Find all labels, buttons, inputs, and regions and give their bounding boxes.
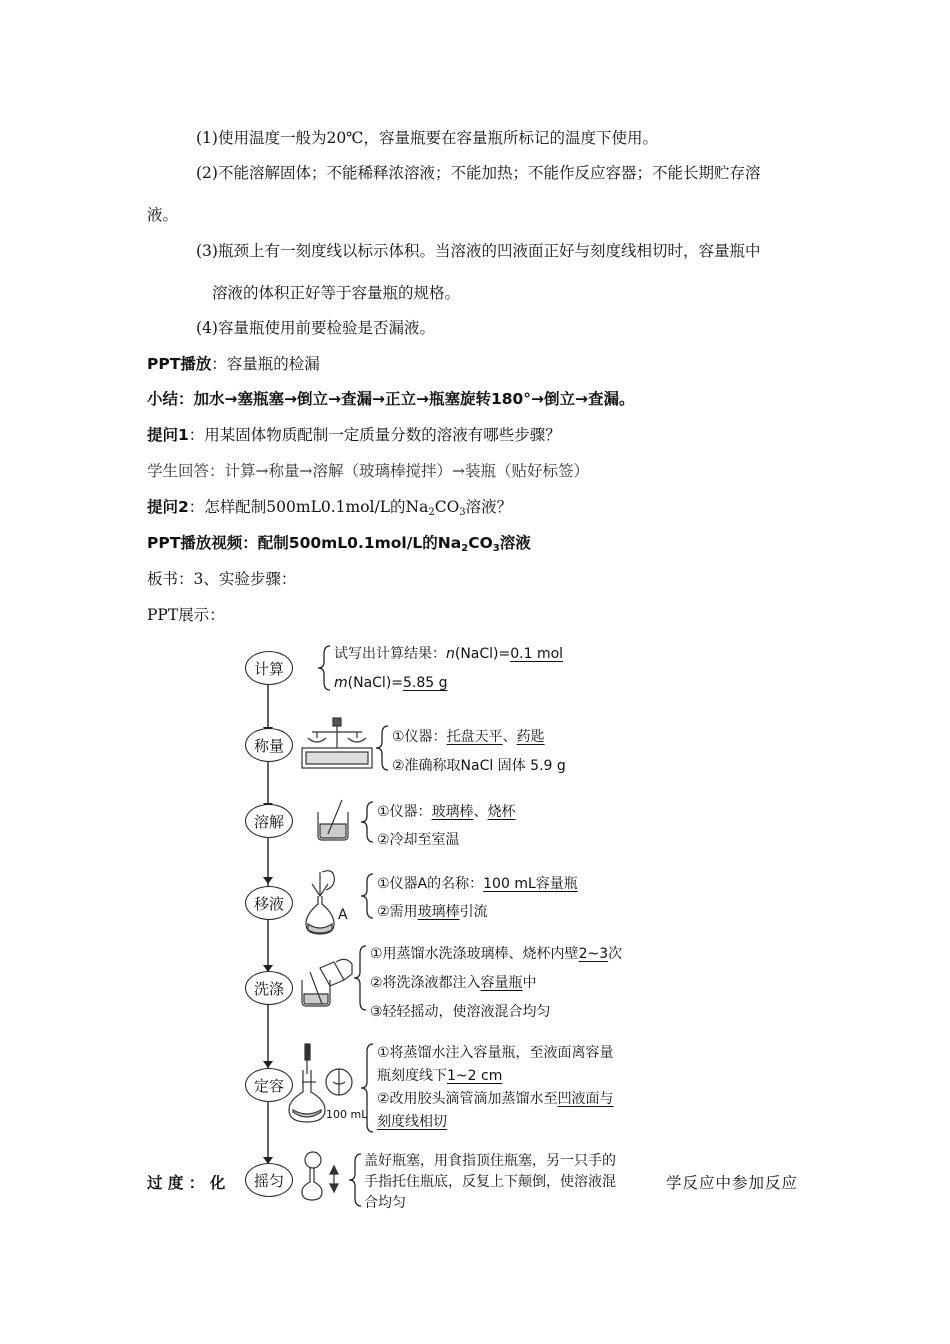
volume-line-4: 刻度线相切	[377, 1114, 447, 1130]
question-2-label: 提问2	[147, 498, 189, 516]
volume-label-100ml: 100 mL	[326, 1108, 368, 1121]
paragraph-3-line-1: (3)瓶颈上有一刻度线以标示体积。当溶液的凹液面正好与刻度线相切时，容量瓶中	[196, 242, 761, 260]
weigh-line-1: ①仪器：托盘天平、药匙	[392, 729, 545, 745]
shaking-flask-icon	[302, 1152, 338, 1200]
step-oval-calculate: 计算	[245, 651, 293, 685]
dissolve-line-2: ②冷却至室温	[377, 832, 460, 848]
shake-line-3: 合均匀	[364, 1195, 406, 1211]
question-1-text: ：用某固体物质配制一定质量分数的溶液有哪些步骤？	[188, 426, 561, 444]
board-writing-line: 板书：3、实验步骤：	[147, 570, 297, 588]
ppt-play-text: ：容量瓶的检漏	[211, 355, 320, 373]
wash-line-1: ①用蒸馏水洗涤玻璃棒、烧杯内壁2~3次	[370, 946, 623, 962]
summary-line: 小结：加水→塞瓶塞→倒立→查漏→正立→瓶塞旋转180°→倒立→查漏。	[147, 390, 635, 408]
transition-right: 学反应中参加反应	[666, 1174, 799, 1192]
paragraph-2-line-2: 液。	[147, 206, 179, 224]
ppt-play-label: PPT播放	[147, 355, 212, 373]
question-2-text: ：怎样配制500mL0.1mol/L的$Na_2CO_3$溶液？	[188, 498, 513, 518]
volume-line-3: ②改用胶头滴管滴加蒸馏水至凹液面与	[377, 1091, 614, 1107]
shake-line-2: 手指托住瓶底，反复上下颠倒，使溶液混	[364, 1174, 616, 1190]
paragraph-3-line-2: 溶液的体积正好等于容量瓶的规格。	[212, 284, 461, 302]
ppt-video-line: PPT播放视频：配制500mL0.1mol/L的$Na_2CO_3$溶液	[147, 534, 531, 554]
question-1-label: 提问1	[147, 426, 189, 444]
weigh-line-2: ②准确称取NaCl 固体 5.9 g	[392, 758, 566, 774]
transition-left: 过 度 ： 化	[147, 1174, 226, 1192]
volumetric-flask-icon	[306, 871, 334, 934]
step-oval-dissolve: 溶解	[245, 804, 293, 838]
step-oval-volume: 定容	[245, 1068, 293, 1102]
step-oval-transfer: 移液	[245, 886, 293, 920]
transfer-label-a: A	[338, 907, 348, 923]
dissolve-line-1: ①仪器：玻璃棒、烧杯	[377, 804, 516, 820]
volume-line-2: 瓶刻度线下1~2 cm	[377, 1068, 503, 1084]
calc-line-2: m(NaCl)=5.85 g	[334, 675, 448, 691]
wash-line-2: ②将洗涤液都注入容量瓶中	[370, 975, 537, 991]
paragraph-4: (4)容量瓶使用前要检验是否漏液。	[196, 319, 435, 337]
washing-icon	[302, 959, 352, 1006]
paragraph-2-line-1: (2)不能溶解固体；不能稀释浓溶液；不能加热；不能作反应容器；不能长期贮存溶	[196, 164, 761, 182]
shake-line-1: 盖好瓶塞，用食指顶住瓶塞，另一只手的	[364, 1153, 616, 1169]
step-oval-shake: 摇匀	[245, 1163, 293, 1197]
transfer-line-1: ①仪器A的名称：100 mL容量瓶	[377, 876, 578, 892]
step-oval-weigh: 称量	[245, 728, 293, 762]
volume-line-1: ①将蒸馏水注入容量瓶，至液面离容量	[377, 1045, 614, 1061]
student-answer-line: 学生回答：计算→称量→溶解（玻璃棒搅拌）→装瓶（贴好标签）	[147, 462, 589, 480]
balance-icon	[302, 718, 372, 768]
ppt-show-line: PPT展示：	[147, 606, 225, 624]
transfer-line-2: ②需用玻璃棒引流	[377, 904, 488, 920]
paragraph-1: (1)使用温度一般为20℃，容量瓶要在容量瓶所标记的温度下使用。	[196, 129, 659, 147]
calc-line-1: 试写出计算结果：n(NaCl)=0.1 mol	[334, 646, 564, 662]
step-oval-wash: 洗涤	[245, 971, 293, 1005]
wash-line-3: ③轻轻摇动，使溶液混合均匀	[370, 1004, 551, 1020]
beaker-icon	[318, 800, 348, 840]
